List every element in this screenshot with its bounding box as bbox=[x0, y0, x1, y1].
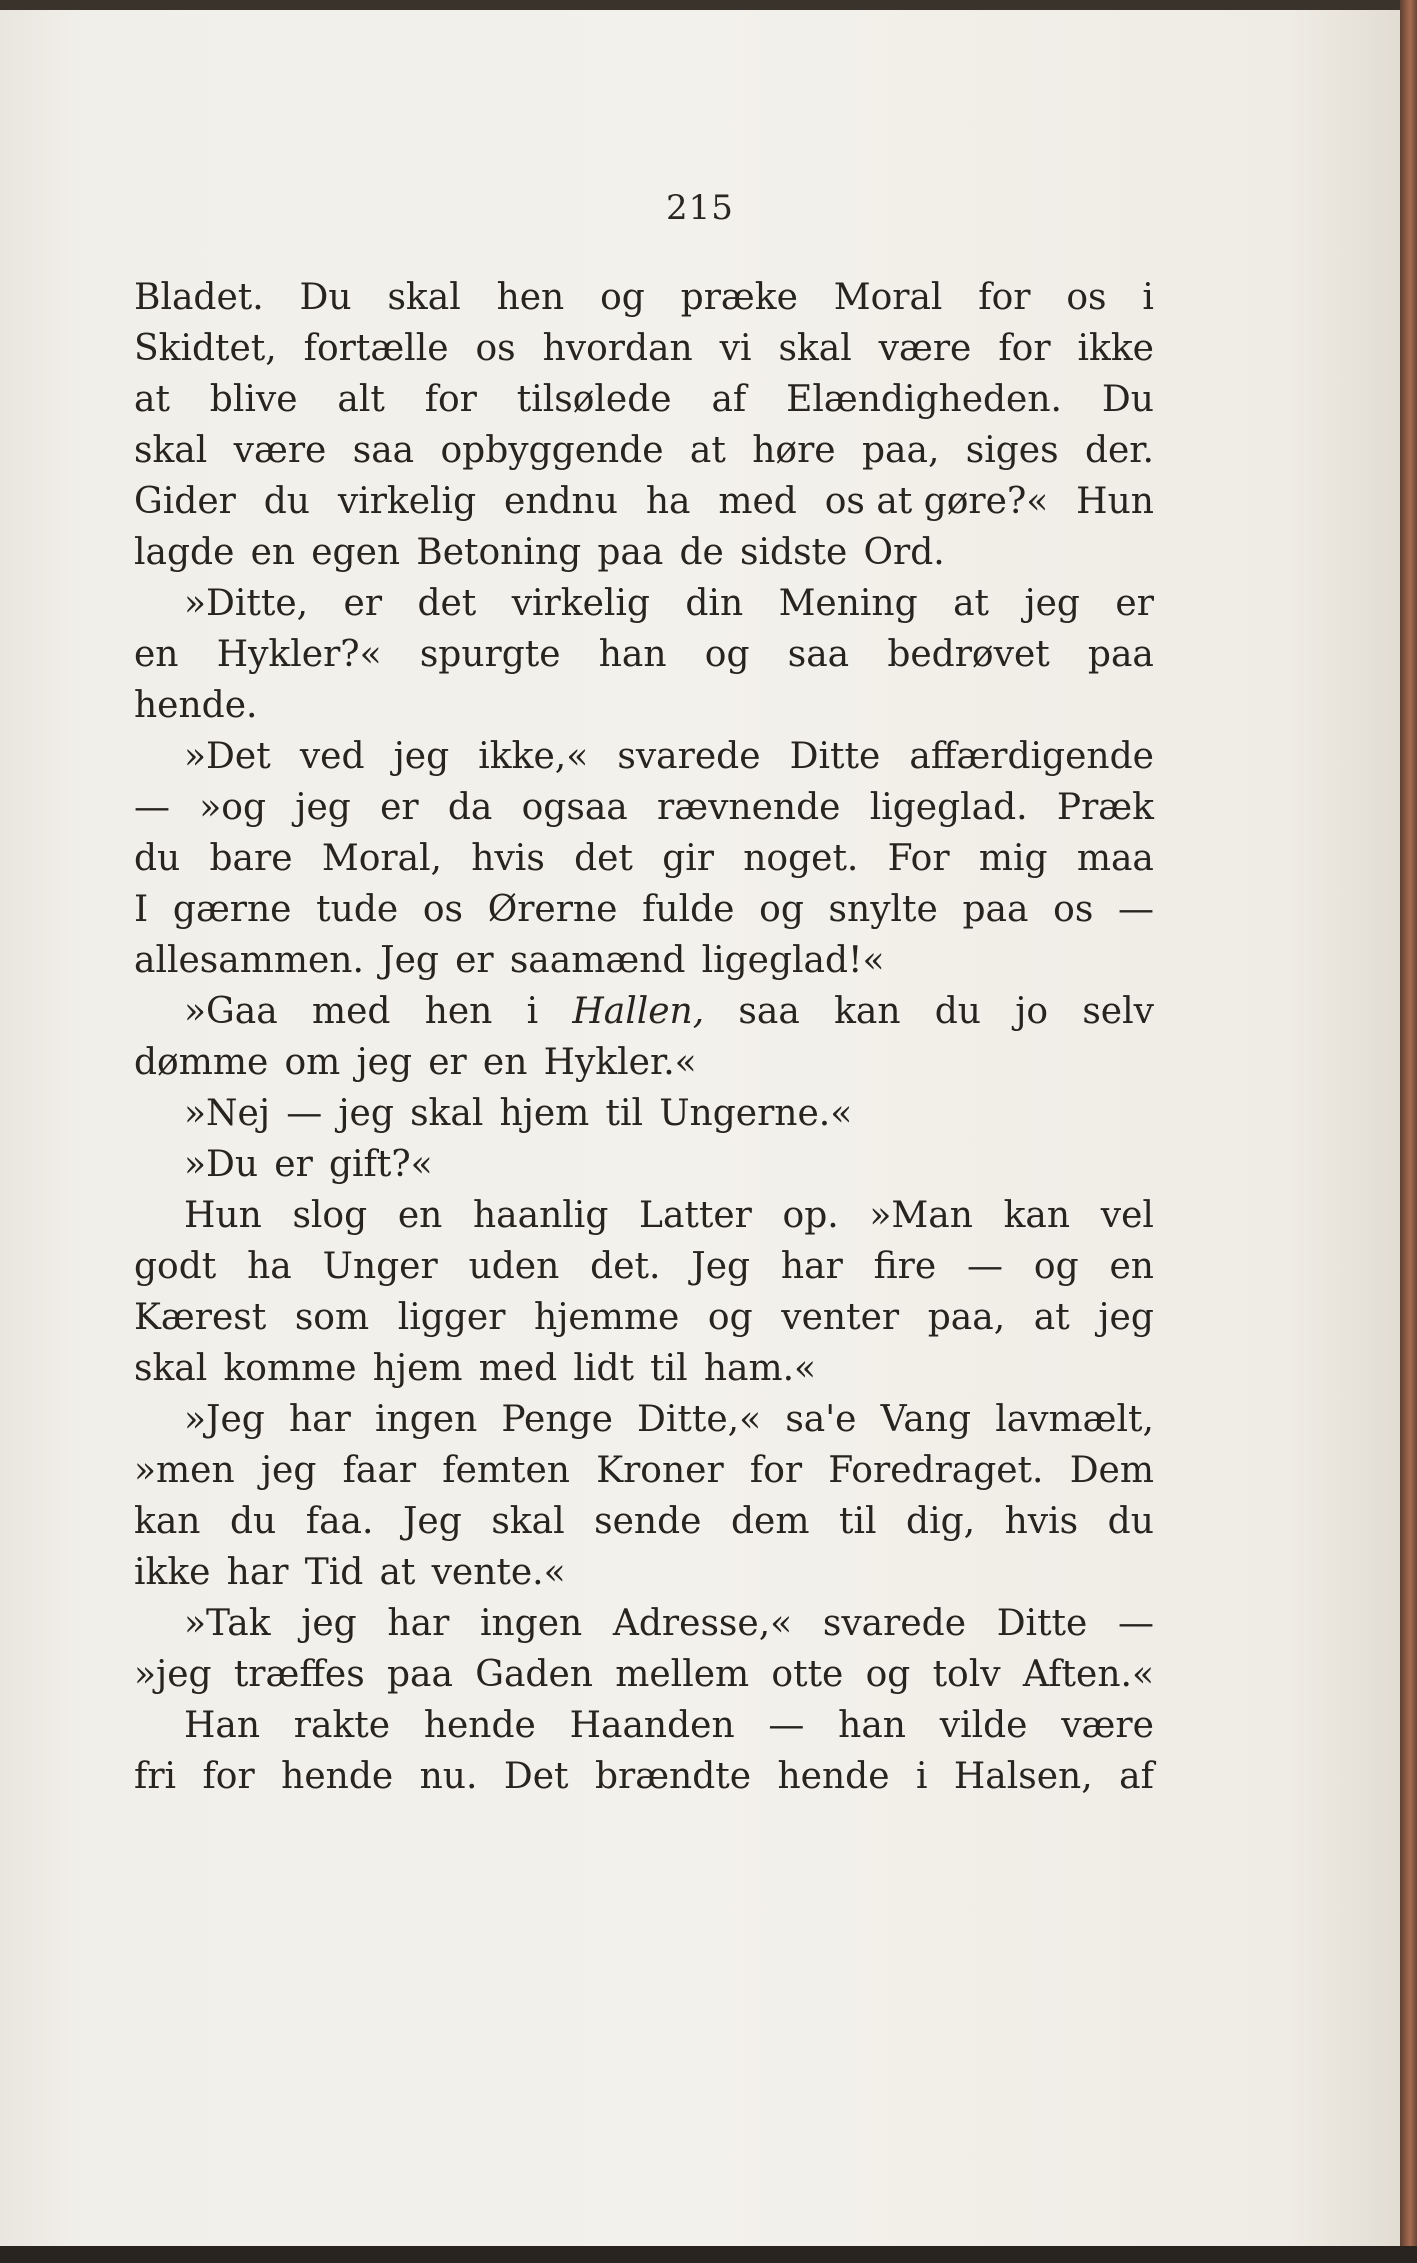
word: Hun bbox=[1076, 481, 1154, 522]
word: din bbox=[685, 583, 744, 624]
word: Han bbox=[184, 1705, 261, 1746]
word: fri bbox=[134, 1756, 177, 1797]
text-line bbox=[134, 323, 1154, 374]
word: skal bbox=[410, 1093, 484, 1134]
word: egen bbox=[311, 532, 401, 573]
text-line bbox=[134, 1037, 1154, 1088]
word: Hallen, bbox=[572, 991, 705, 1032]
word: sende bbox=[594, 1501, 702, 1542]
word: Bladet. bbox=[134, 277, 264, 318]
word: jeg bbox=[1098, 1297, 1154, 1338]
text-line bbox=[134, 629, 1154, 680]
word: Gider bbox=[134, 481, 236, 522]
word: til bbox=[605, 1093, 644, 1134]
word: Ungerne.« bbox=[659, 1093, 853, 1134]
word: affærdigende bbox=[909, 736, 1154, 777]
word: med bbox=[311, 991, 391, 1032]
word: Du bbox=[1101, 379, 1154, 420]
word: sa'e bbox=[785, 1399, 857, 1440]
word: spurgte bbox=[419, 634, 561, 675]
word: dem bbox=[730, 1501, 810, 1542]
word: dømme bbox=[134, 1042, 269, 1083]
text-line bbox=[134, 1751, 1154, 1802]
word: Ord. bbox=[863, 532, 945, 573]
text-line bbox=[134, 1547, 1154, 1598]
text-line bbox=[134, 1241, 1154, 1292]
scan-bottom-border bbox=[0, 2246, 1417, 2263]
word: du bbox=[1107, 1501, 1154, 1542]
word: og bbox=[865, 1654, 911, 1695]
word: os bbox=[1053, 889, 1094, 930]
text-line bbox=[134, 527, 1154, 578]
word: og bbox=[600, 277, 645, 318]
word: hvordan bbox=[542, 328, 693, 369]
word: har bbox=[288, 1399, 351, 1440]
word: vi bbox=[719, 328, 752, 369]
word: at bbox=[134, 379, 170, 420]
word: at bbox=[689, 430, 726, 471]
word: paa bbox=[1087, 634, 1154, 675]
word: Jeg bbox=[403, 1501, 462, 1542]
word: siges bbox=[965, 430, 1059, 471]
word: — bbox=[1118, 1603, 1154, 1644]
paper-sheet bbox=[0, 10, 1400, 2246]
word: at bbox=[953, 583, 990, 624]
text-line bbox=[134, 425, 1154, 476]
word: jeg bbox=[393, 736, 450, 777]
word: Gaden bbox=[475, 1654, 593, 1695]
text-line bbox=[134, 884, 1154, 935]
word: skal bbox=[387, 277, 461, 318]
word: — bbox=[1117, 889, 1154, 930]
word: snylte bbox=[828, 889, 938, 930]
word: Vang bbox=[880, 1399, 972, 1440]
word: virkelig bbox=[511, 583, 650, 624]
word: paa bbox=[386, 1654, 453, 1695]
text-line bbox=[134, 1445, 1154, 1496]
word: os at gøre?« bbox=[824, 481, 1049, 522]
word: fortælle bbox=[303, 328, 449, 369]
word: for bbox=[202, 1756, 255, 1797]
word: gærne bbox=[172, 889, 292, 930]
word: i bbox=[1142, 277, 1154, 318]
word: vel bbox=[1100, 1195, 1154, 1236]
word: lagde bbox=[134, 532, 235, 573]
word: skal bbox=[778, 328, 852, 369]
word: venter bbox=[781, 1297, 900, 1338]
word: Hykler?« bbox=[216, 634, 382, 675]
word: kan bbox=[1003, 1195, 1071, 1236]
text-line bbox=[134, 1139, 1154, 1190]
word: »Tak bbox=[184, 1603, 271, 1644]
word: hende bbox=[777, 1756, 890, 1797]
word: Moral, bbox=[321, 838, 442, 879]
word: saa bbox=[352, 430, 415, 471]
word: de bbox=[679, 532, 724, 573]
word: være bbox=[878, 328, 972, 369]
word: paa bbox=[962, 889, 1029, 930]
word: hjem bbox=[499, 1093, 590, 1134]
word: du bbox=[230, 1501, 277, 1542]
word: Moral bbox=[833, 277, 943, 318]
word: fulde bbox=[642, 889, 735, 930]
word: vilde bbox=[939, 1705, 1028, 1746]
word: os bbox=[422, 889, 464, 930]
word: ogsaa bbox=[521, 787, 628, 828]
word: som bbox=[294, 1297, 370, 1338]
word: skal bbox=[134, 1348, 208, 1389]
word: Ditte bbox=[996, 1603, 1088, 1644]
word: med bbox=[718, 481, 797, 522]
word: ligeglad. bbox=[869, 787, 1028, 828]
word: være bbox=[1061, 1705, 1154, 1746]
word: rævnende bbox=[657, 787, 841, 828]
word: hende bbox=[281, 1756, 394, 1797]
text-line bbox=[134, 1343, 1154, 1394]
word: høre bbox=[752, 430, 836, 471]
word: jo bbox=[1015, 991, 1049, 1032]
word: Skidtet, bbox=[134, 328, 277, 369]
word: uden bbox=[468, 1246, 560, 1287]
word: tolv bbox=[932, 1654, 1001, 1695]
word: er bbox=[455, 940, 494, 981]
word: tilsølede bbox=[516, 379, 672, 420]
text-line bbox=[134, 1700, 1154, 1751]
word: Ditte bbox=[789, 736, 881, 777]
word: fire bbox=[873, 1246, 937, 1287]
word: haanlig bbox=[473, 1195, 609, 1236]
word: Latter bbox=[639, 1195, 752, 1236]
word: mig bbox=[978, 838, 1048, 879]
word: ha bbox=[247, 1246, 292, 1287]
word: jeg bbox=[1024, 583, 1080, 624]
text-line bbox=[134, 1496, 1154, 1547]
word: kan bbox=[834, 991, 901, 1032]
word: Hykler.« bbox=[543, 1042, 697, 1083]
word: »Jeg bbox=[184, 1399, 265, 1440]
word: jeg bbox=[260, 1450, 317, 1491]
word: Hun bbox=[184, 1195, 262, 1236]
word: lidt bbox=[573, 1348, 634, 1389]
word: af bbox=[711, 379, 747, 420]
word: jeg bbox=[295, 787, 351, 828]
word: saamænd bbox=[509, 940, 686, 981]
word: »jeg bbox=[134, 1654, 212, 1695]
word: ligeglad!« bbox=[701, 940, 885, 981]
word: hende bbox=[423, 1705, 536, 1746]
word: er bbox=[343, 583, 383, 624]
word: det bbox=[417, 583, 477, 624]
word: allesammen. bbox=[134, 940, 364, 981]
word: en bbox=[250, 532, 296, 573]
word: træffes bbox=[233, 1654, 365, 1695]
word: hjemme bbox=[534, 1297, 680, 1338]
word: du bbox=[263, 481, 310, 522]
word: os bbox=[1066, 277, 1107, 318]
word: med bbox=[478, 1348, 558, 1389]
word: svarede bbox=[617, 736, 761, 777]
word: er bbox=[428, 1042, 467, 1083]
word: en bbox=[134, 634, 179, 675]
word: en bbox=[482, 1042, 528, 1083]
word: ikke,« bbox=[478, 736, 589, 777]
word: endnu bbox=[504, 481, 618, 522]
word: Mening bbox=[778, 583, 918, 624]
word: vente.« bbox=[431, 1552, 566, 1593]
word: saa bbox=[738, 991, 800, 1032]
word: Adresse,« bbox=[612, 1603, 793, 1644]
book-edge bbox=[1400, 0, 1417, 2263]
word: en bbox=[397, 1195, 443, 1236]
word: Aften.« bbox=[1022, 1654, 1154, 1695]
word: ikke bbox=[134, 1552, 211, 1593]
word: »Gaa bbox=[184, 991, 278, 1032]
word: af bbox=[1119, 1756, 1154, 1797]
word: tude bbox=[316, 889, 399, 930]
word: Du bbox=[299, 277, 352, 318]
text-line bbox=[134, 833, 1154, 884]
word: Foredraget. bbox=[828, 1450, 1044, 1491]
text-line bbox=[134, 1292, 1154, 1343]
text-line bbox=[134, 986, 1154, 1037]
word: for bbox=[424, 379, 477, 420]
word: ved bbox=[299, 736, 365, 777]
word: Kroner bbox=[596, 1450, 724, 1491]
word: »Det bbox=[184, 736, 271, 777]
word: for bbox=[749, 1450, 803, 1491]
text-line bbox=[134, 272, 1154, 323]
word: er bbox=[274, 1144, 313, 1185]
word: for bbox=[978, 277, 1031, 318]
word: at bbox=[379, 1552, 416, 1593]
word: bare bbox=[209, 838, 293, 879]
word: jeg bbox=[301, 1603, 357, 1644]
word: at bbox=[1033, 1297, 1070, 1338]
word: paa bbox=[597, 532, 664, 573]
word: du bbox=[934, 991, 981, 1032]
text-line bbox=[134, 578, 1154, 629]
text-line bbox=[134, 935, 1154, 986]
word: otte bbox=[771, 1654, 844, 1695]
word: hen bbox=[496, 277, 565, 318]
word: jeg bbox=[338, 1093, 394, 1134]
word: »Ditte, bbox=[184, 583, 309, 624]
text-line bbox=[134, 1598, 1154, 1649]
word: er bbox=[380, 787, 419, 828]
word: os bbox=[475, 328, 516, 369]
word: maa bbox=[1076, 838, 1154, 879]
word: mellem bbox=[615, 1654, 750, 1695]
word: Elændigheden. bbox=[786, 379, 1062, 420]
word: alt bbox=[337, 379, 385, 420]
text-line bbox=[134, 374, 1154, 425]
word: Ørerne bbox=[487, 889, 618, 930]
word: Halsen, bbox=[953, 1756, 1093, 1797]
word: I bbox=[134, 889, 149, 930]
word: Kærest bbox=[134, 1297, 267, 1338]
word: og bbox=[707, 1297, 753, 1338]
word: der. bbox=[1084, 430, 1154, 471]
word: — bbox=[768, 1705, 805, 1746]
page-number: 215 bbox=[666, 188, 734, 228]
word: komme bbox=[223, 1348, 357, 1389]
word: Dem bbox=[1069, 1450, 1154, 1491]
text-line bbox=[134, 1190, 1154, 1241]
word: ham.« bbox=[703, 1348, 817, 1389]
word: hvis bbox=[471, 838, 545, 879]
word: og bbox=[759, 889, 804, 930]
word: »Nej bbox=[184, 1093, 270, 1134]
word: noget. bbox=[743, 838, 859, 879]
word: og bbox=[1033, 1246, 1079, 1287]
word: ikke bbox=[1077, 328, 1154, 369]
word: hjem bbox=[372, 1348, 463, 1389]
word: til bbox=[650, 1348, 688, 1389]
word: skal bbox=[491, 1501, 565, 1542]
word: Ditte,« bbox=[637, 1399, 762, 1440]
word: — bbox=[967, 1246, 1004, 1287]
word: han bbox=[598, 634, 667, 675]
word: svarede bbox=[822, 1603, 966, 1644]
word: du bbox=[134, 838, 181, 879]
word: Tid bbox=[304, 1552, 364, 1593]
word: da bbox=[447, 787, 493, 828]
word: har bbox=[387, 1603, 450, 1644]
word: bedrøvet bbox=[887, 634, 1050, 675]
word: faar bbox=[342, 1450, 417, 1491]
word: lavmælt, bbox=[995, 1399, 1154, 1440]
text-line bbox=[134, 476, 1154, 527]
text-line bbox=[134, 731, 1154, 782]
word: op. bbox=[782, 1195, 839, 1236]
word: har bbox=[780, 1246, 843, 1287]
word: sidste bbox=[740, 532, 848, 573]
word: femten bbox=[442, 1450, 570, 1491]
text-line bbox=[134, 782, 1154, 833]
word: »men bbox=[134, 1450, 235, 1491]
word: ingen bbox=[375, 1399, 478, 1440]
word: faa. bbox=[305, 1501, 374, 1542]
word: virkelig bbox=[337, 481, 477, 522]
word: hende. bbox=[134, 685, 258, 726]
word: ha bbox=[645, 481, 691, 522]
word: »Man bbox=[869, 1195, 973, 1236]
word: han bbox=[838, 1705, 906, 1746]
word: gift?« bbox=[328, 1144, 433, 1185]
word: slog bbox=[292, 1195, 368, 1236]
word: — bbox=[134, 787, 170, 828]
word: opbyggende bbox=[440, 430, 664, 471]
word: det. bbox=[590, 1246, 661, 1287]
text-line bbox=[134, 1394, 1154, 1445]
word: paa, bbox=[861, 430, 940, 471]
word: hen bbox=[424, 991, 493, 1032]
text-line bbox=[134, 1088, 1154, 1139]
word: Penge bbox=[501, 1399, 613, 1440]
word: »Du bbox=[184, 1144, 259, 1185]
word: — bbox=[286, 1093, 323, 1134]
word: ingen bbox=[479, 1603, 583, 1644]
word: ligger bbox=[397, 1297, 506, 1338]
word: om bbox=[284, 1042, 341, 1083]
text-line bbox=[134, 680, 1154, 731]
word: Betoning bbox=[416, 532, 582, 573]
word: godt bbox=[134, 1246, 217, 1287]
word: paa, bbox=[927, 1297, 1006, 1338]
word: For bbox=[887, 838, 950, 879]
word: skal bbox=[134, 430, 208, 471]
word: og bbox=[704, 634, 750, 675]
word: præke bbox=[680, 277, 798, 318]
word: i bbox=[526, 991, 539, 1032]
word: det bbox=[574, 838, 633, 879]
word: en bbox=[1109, 1246, 1154, 1287]
word: brændte bbox=[594, 1756, 752, 1797]
word: Jeg bbox=[380, 940, 439, 981]
word: i bbox=[915, 1756, 928, 1797]
word: Haanden bbox=[569, 1705, 735, 1746]
word: Det bbox=[503, 1756, 569, 1797]
word: hvis bbox=[1004, 1501, 1079, 1542]
word: Præk bbox=[1056, 787, 1154, 828]
word: Unger bbox=[322, 1246, 438, 1287]
word: kan bbox=[134, 1501, 201, 1542]
word: er bbox=[1115, 583, 1154, 624]
word: nu. bbox=[419, 1756, 478, 1797]
word: har bbox=[226, 1552, 289, 1593]
word: for bbox=[998, 328, 1051, 369]
text-line bbox=[134, 1649, 1154, 1700]
word: selv bbox=[1082, 991, 1154, 1032]
word: Jeg bbox=[691, 1246, 751, 1287]
word: gir bbox=[662, 838, 714, 879]
word: blive bbox=[209, 379, 298, 420]
word: »og bbox=[199, 787, 267, 828]
word: være bbox=[233, 430, 327, 471]
word: jeg bbox=[356, 1042, 412, 1083]
word: dig, bbox=[906, 1501, 976, 1542]
word: saa bbox=[787, 634, 850, 675]
word: rakte bbox=[293, 1705, 391, 1746]
word: til bbox=[839, 1501, 877, 1542]
body-text bbox=[134, 272, 1154, 1802]
